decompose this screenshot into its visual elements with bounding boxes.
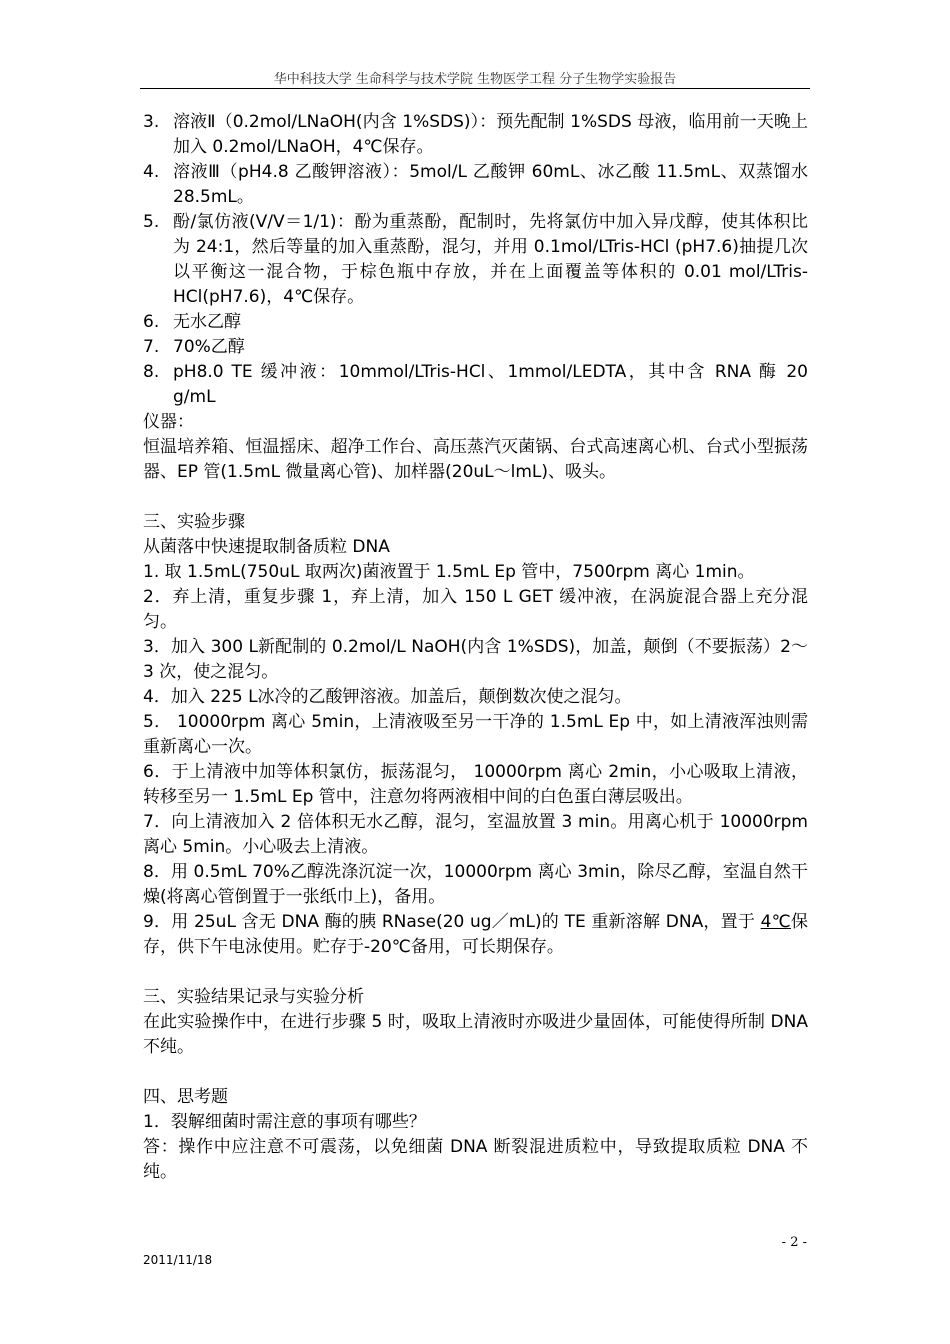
steps-heading: 三、实验步骤 [143, 512, 245, 532]
step-8: 8．用 0.5mL 70%乙醇洗涤沉淀一次，10000rpm 离心 3min，除尽乙醇，室温自然干燥(将离心管倒置于一张纸巾上)，备用。 [143, 862, 808, 907]
reagent-text: 溶液Ⅲ（pH4.8 乙酸钾溶液）：5mol/L 乙酸钾 60mL、冰乙酸 11.5mL、双蒸馏水 28.5mL。 [173, 162, 808, 207]
spacer [143, 1060, 808, 1085]
step-6: 6．于上清液中加等体积氯仿，振荡混匀， 10000rpm 离心 2min，小心吸取上清液，转移至另一 1.5mL Ep 管中，注意勿将两液相中间的白色蛋白薄层吸出。 [143, 762, 808, 807]
page-number: - 2 - [781, 1235, 807, 1250]
reagent-number: 6. [143, 312, 160, 332]
reagent-item-6 [143, 310, 808, 335]
reagent-number: 5. [143, 212, 160, 232]
reagent-text: pH8.0 TE 缓冲液：10mmol/LTris-HCl、1mmol/LEDTA，其中含 RNA 酶 20 g/mL [173, 362, 808, 407]
reagent-text: 酚/氯仿液(V/V＝1/1)：酚为重蒸酚，配制时，先将氯仿中加入异戊醇，使其体积比为 24:1，然后等量的加入重蒸酚，混匀，并用 0.1mol/LTris-HCl (pH7.6)抽提几次以平衡这一混合物，于棕色瓶中存放，并在上面覆盖等体积的 0.01 mol/LTris-HCl(pH7.6)，4℃保存。 [173, 212, 808, 307]
questions-heading: 四、思考题 [143, 1087, 228, 1107]
results-text: 在此实验操作中，在进行步骤 5 时，吸取上清液时亦吸进少量固体，可能使得所制 DNA 不纯。 [143, 1012, 808, 1057]
reagent-text: 溶液Ⅱ（0.2mol/LNaOH(内含 1%SDS)）：预先配制 1%SDS 母液，临用前一天晚上加入 0.2mol/LNaOH，4℃保存。 [173, 112, 808, 157]
instruments-text: 恒温培养箱、恒温摇床、超净工作台、高压蒸汽灭菌锅、台式高速离心机、台式小型振荡器、EP 管(1.5mL 微量离心管)、加样器(20uL～lmL)、吸头。 [143, 437, 808, 482]
answer-1: 答：操作中应注意不可震荡，以免细菌 DNA 断裂混进质粒中，导致提取质粒 DNA 不纯。 [143, 1137, 808, 1182]
reagent-item-5 [143, 210, 808, 310]
spacer [143, 485, 808, 510]
reagent-number: 3. [143, 112, 160, 132]
step-9-temperature: 4℃ [760, 912, 791, 932]
reagent-item-7 [143, 335, 808, 360]
reagent-text: 无水乙醇 [173, 312, 241, 332]
reagent-number: 4. [143, 162, 160, 182]
instruments-heading: 仪器： [143, 412, 194, 432]
step-9-text-a: 9．用 25uL 含无 DNA 酶的胰 RNase(20 ug／mL)的 TE 重新溶解 DNA，置于 [143, 912, 761, 932]
reagent-item-3 [143, 110, 808, 160]
reagent-number: 7. [143, 337, 160, 357]
question-1: 1．裂解细菌时需注意的事项有哪些？ [143, 1112, 426, 1132]
step-3: 3．加入 300 L新配制的 0.2mol/L NaOH(内含 1%SDS)，加盖，颠倒（不要振荡）2～3 次，使之混匀。 [143, 637, 808, 682]
header-rule [140, 88, 810, 89]
step-4: 4．加入 225 L冰冷的乙酸钾溶液。加盖后，颠倒数次使之混匀。 [143, 687, 632, 707]
step-2: 2．弃上清，重复步骤 1，弃上清，加入 150 L GET 缓冲液，在涡旋混合器上充分混匀。 [143, 587, 808, 632]
step-7: 7．向上清液加入 2 倍体积无水乙醇，混匀，室温放置 3 min。用离心机于 10000rpm 离心 5min。小心吸去上清液。 [143, 812, 808, 857]
spacer [143, 960, 808, 985]
reagent-item-8 [143, 360, 808, 410]
report-body [143, 110, 808, 1185]
step-9-text-b: 保存，供下午电泳使用。贮存于-20℃备用，可长期保存。 [143, 912, 808, 957]
step-5: 5． 10000rpm 离心 5min，上清液吸至另一干净的 1.5mL Ep 中，如上清液浑浊则需重新离心一次。 [143, 712, 808, 757]
steps-subheading: 从菌落中快速提取制备质粒 DNA [143, 537, 390, 557]
reagent-list [143, 110, 808, 410]
footer-date: 2011/11/18 [143, 1253, 213, 1267]
reagent-item-4 [143, 160, 808, 210]
reagent-number: 8. [143, 362, 160, 382]
results-heading: 三、实验结果记录与实验分析 [143, 987, 364, 1007]
step-1: 1. 取 1.5mL(750uL 取两次)菌液置于 1.5mL Ep 管中，7500rpm 离心 1min。 [143, 562, 755, 582]
step-9 [143, 910, 808, 960]
page-header: 华中科技大学 生命科学与技术学院 生物医学工程 分子生物学实验报告 [273, 72, 677, 87]
reagent-text: 70%乙醇 [173, 337, 245, 357]
